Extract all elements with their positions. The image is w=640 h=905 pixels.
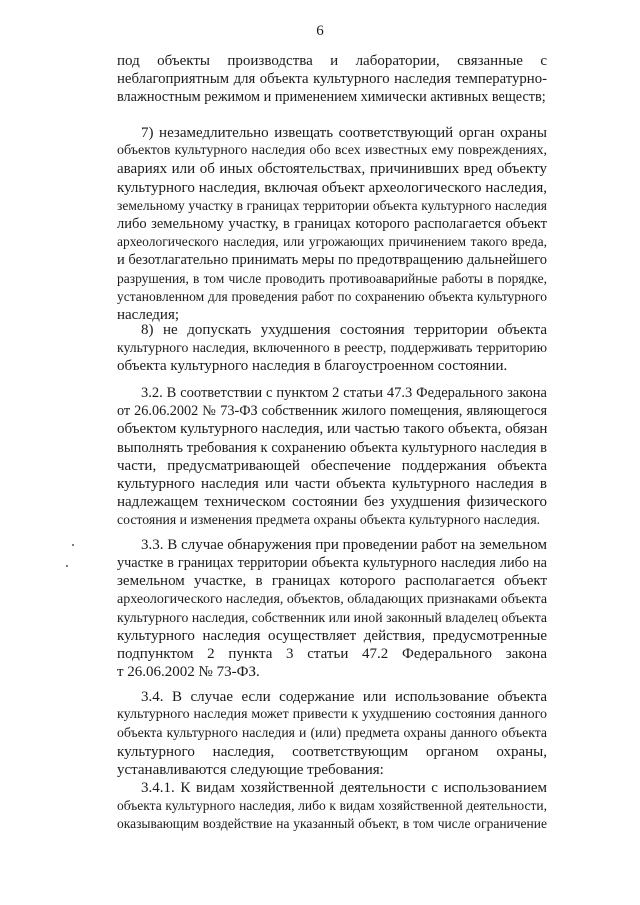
text-line: неблагоприятным для объекта культурного наследия температурно- bbox=[117, 71, 547, 88]
text-line: и безотлагательно принимать меры по предотвращению дальнейшего bbox=[117, 252, 547, 269]
text-line: культурного наследия, включая объект археологического наследия, bbox=[117, 179, 547, 196]
paragraph-3-2 bbox=[117, 384, 547, 530]
paragraph-3-4 bbox=[117, 688, 547, 779]
text-line: культурного наследия, собственник или иной законный владелец объекта bbox=[117, 609, 547, 625]
text-line: культурного наследия, включенного в реестр, поддерживать территорию bbox=[117, 340, 547, 356]
text-line: объектом культурного наследия, или частью такого объекта, обязан bbox=[117, 421, 548, 438]
text-line: 8) не допускать ухудшения состояния территории объекта bbox=[141, 322, 547, 338]
page-number: 6 bbox=[316, 23, 324, 39]
text-line: участке в границах территории объекта культурного наследия либо на bbox=[117, 555, 547, 572]
scan-speck bbox=[72, 544, 74, 546]
text-line: археологического наследия, или угрожающих причинением такого вреда, bbox=[117, 234, 547, 250]
text-line: выполнять требования к сохранению объекта культурного наследия в bbox=[117, 439, 547, 456]
text-line: состояния и изменения предмета охраны объекта культурного наследия. bbox=[117, 512, 541, 528]
text-line: 3.4. В случае если содержание или использование объекта bbox=[141, 689, 547, 705]
text-line: археологического наследия, объектов, обладающих признаками объекта bbox=[117, 591, 548, 607]
text-line: устанавливаются следующие требования: bbox=[117, 761, 384, 778]
text-line: части, предусматривающей обеспечение поддержания объекта bbox=[117, 457, 547, 474]
text-line: культурного наследия, соответствующим органом охраны, bbox=[117, 743, 547, 760]
text-line: надлежащем техническом состоянии без ухудшения физического bbox=[117, 494, 547, 511]
text-line: объектов культурного наследия обо всех известных ему повреждениях, bbox=[117, 143, 547, 159]
text-line: культурного наследия осуществляет действия, предусмотренные bbox=[117, 627, 547, 644]
text-line: либо земельному участку, в границах которого располагается объект bbox=[117, 215, 547, 232]
paragraph-3 bbox=[117, 321, 547, 376]
paragraph-1 bbox=[117, 52, 547, 107]
text-line: объекта культурного наследия и (или) предмета охраны данного объекта bbox=[117, 725, 547, 741]
text-line: объекта культурного наследия в благоустроенном состоянии. bbox=[117, 358, 508, 375]
text-line: установленном для проведения работ по сохранению объекта культурного bbox=[117, 288, 547, 304]
text-line: разрушения, в том числе проводить противоаварийные работы в порядке, bbox=[117, 270, 547, 286]
text-line: оказывающим воздействие на указанный объект, в том числе ограничение bbox=[117, 816, 547, 832]
text-line: объекта культурного наследия, либо к видам хозяйственной деятельности, bbox=[117, 798, 547, 814]
text-line: земельному участку в границах территории объекта культурного наследия bbox=[117, 197, 547, 213]
text-line: т 26.06.2002 № 73-ФЗ. bbox=[117, 664, 260, 681]
text-line: под объекты производства и лаборатории, связанные с bbox=[117, 53, 547, 69]
text-line: земельном участке, в границах которого располагается объект bbox=[117, 573, 547, 590]
paragraph-3-4-1 bbox=[117, 779, 547, 834]
paragraph-2 bbox=[117, 124, 547, 324]
text-line: от 26.06.2002 № 73-ФЗ собственник жилого помещения, являющегося bbox=[117, 403, 547, 420]
text-line: 3.3. В случае обнаружения при проведении работ на земельном bbox=[141, 537, 547, 553]
text-line: подпунктом 2 пункта 3 статьи 47.2 Федерального закона bbox=[117, 646, 547, 663]
text-line: 7) незамедлительно извещать соответствующий орган охраны bbox=[141, 125, 547, 141]
text-line: культурного наследия или части объекта культурного наследия в bbox=[117, 475, 547, 492]
text-line: наследия; bbox=[117, 306, 180, 323]
text-line: 3.4.1. К видам хозяйственной деятельности с использованием bbox=[141, 780, 547, 796]
paragraph-3-3 bbox=[117, 536, 547, 682]
text-line: культурного наследия может привести к ухудшению состояния данного bbox=[117, 707, 547, 723]
scan-speck bbox=[66, 565, 68, 567]
text-line: 3.2. В соответствии с пунктом 2 статьи 47.3 Федерального закона bbox=[141, 385, 547, 401]
text-line: авариях или об иных обстоятельствах, причинивших вред объекту bbox=[117, 161, 547, 178]
text-line: влажностным режимом и применением химически активных веществ; bbox=[117, 89, 546, 106]
